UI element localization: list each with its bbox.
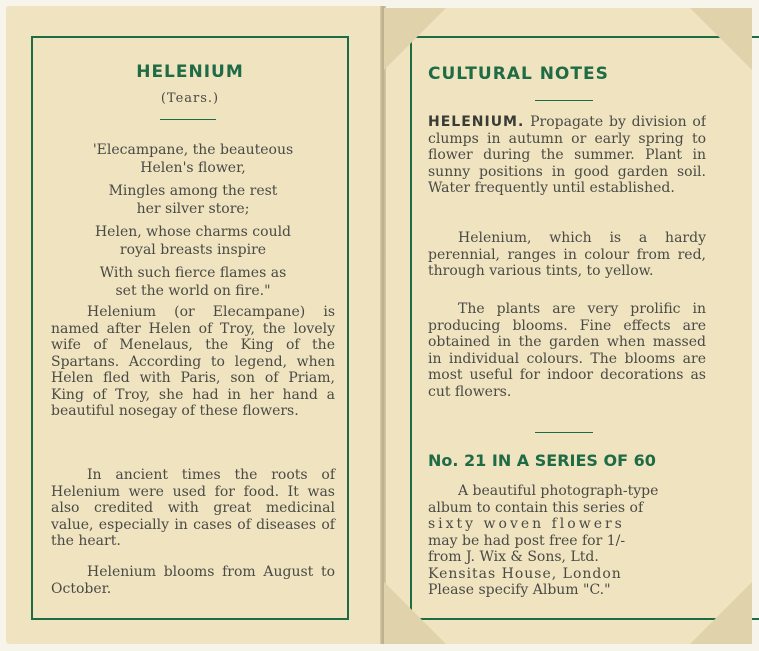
propagation-text: Propagate by division of clumps in autumn or early spring to flower during the summer. Plant in sunny positions in good garden soil. Water frequently until established. <box>428 114 706 196</box>
corner-flap-top-right <box>690 8 752 70</box>
poem-line: Mingles among the rest <box>108 183 278 199</box>
lead-word: HELENIUM. <box>428 114 525 130</box>
album-line: Please specify Album "C." <box>428 582 611 598</box>
uses-paragraph: In ancient times the roots of Helenium were used for food. It was also credited with great medicinal value, especially in cases of diseases of the heart. <box>51 467 335 549</box>
cultural-notes-divider <box>535 100 593 101</box>
corner-flap-bottom-left <box>384 582 446 644</box>
series-number: No. 21 IN A SERIES OF 60 <box>428 451 656 470</box>
propagation-paragraph <box>428 114 706 197</box>
flower-subtitle: (Tears.) <box>160 91 220 106</box>
album-line: may be had post free for 1/- <box>428 532 626 549</box>
poem-line: Helen's flower, <box>140 160 246 176</box>
card-fold <box>380 6 386 644</box>
poem-line: Helen, whose charms could <box>94 224 292 240</box>
poem-line: With such fierce flames as <box>99 265 287 281</box>
album-line: album to contain this series of <box>428 499 644 516</box>
blooming-paragraph: Helenium blooms from August to October. <box>51 564 335 597</box>
album-line: sixty woven flowers <box>428 516 625 532</box>
poem-line: set the world on fire." <box>115 283 271 299</box>
album-offer <box>428 483 706 599</box>
blooms-paragraph: The plants are very prolific in producing blooms. Fine effects are obtained in the garden when massed in individual colours. The blooms are most useful for indoor decorations as cut flowers. <box>428 301 706 400</box>
title-divider <box>160 119 216 120</box>
series-divider <box>535 432 593 433</box>
flower-title: HELENIUM <box>136 62 244 82</box>
colour-paragraph: Helenium, which is a hardy perennial, ranges in colour from red, through various tints, to yellow. <box>428 230 706 279</box>
corner-flap-top-left <box>384 8 446 70</box>
album-line: from J. Wix & Sons, Ltd. <box>428 549 599 565</box>
album-line: Kensitas House, London <box>428 565 622 582</box>
album-line: A beautiful photograph-type <box>458 483 659 499</box>
history-paragraph: Helenium (or Elecampane) is named after Helen of Troy, the lovely wife of Menelaus, the King of the Spartans. According to legend, when Helen fled with Paris, son of Priam, King of Troy, she had in her hand a beautiful nosegay of these flowers. <box>51 304 335 419</box>
poem-line: her silver store; <box>136 201 250 217</box>
cultural-notes-title: CULTURAL NOTES <box>428 64 609 84</box>
poem-line: royal breasts inspire <box>119 242 267 258</box>
poem-line: 'Elecampane, the beauteous <box>92 142 294 158</box>
poem <box>50 142 336 301</box>
corner-flap-bottom-right <box>690 582 752 644</box>
